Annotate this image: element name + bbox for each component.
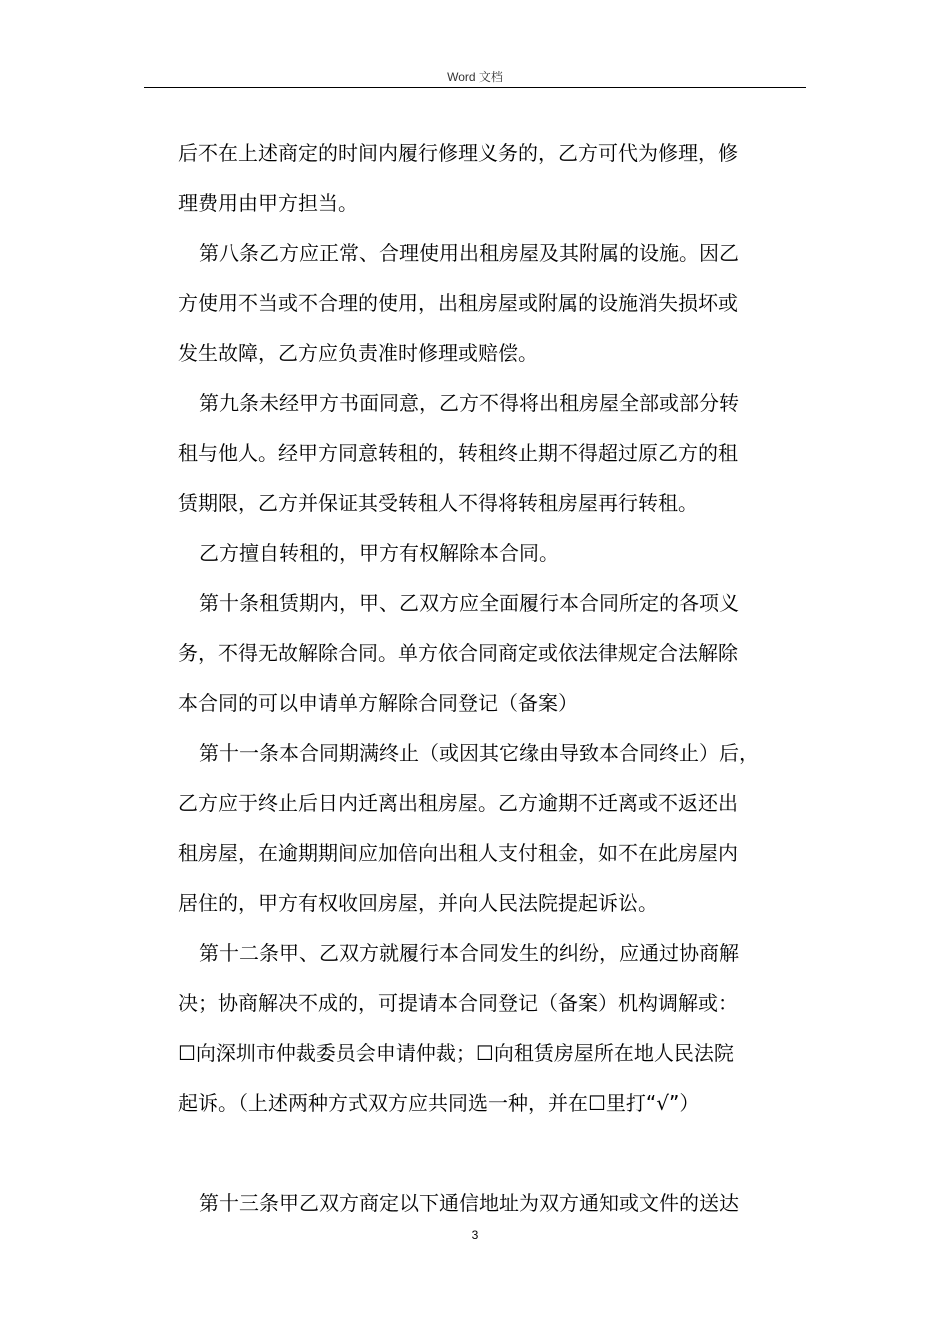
text-line: 方使用不当或不合理的使用，出租房屋或附属的设施消失损坏或 bbox=[178, 291, 738, 315]
text-line: 乙方应于终止后日内迁离出租房屋。乙方逾期不迁离或不返还出 bbox=[178, 791, 738, 815]
paragraph-gap bbox=[178, 1128, 808, 1178]
text-line: 本合同的可以申请单方解除合同登记（备案） bbox=[178, 691, 578, 715]
header-divider bbox=[144, 87, 806, 88]
article-10-line: 第十条租赁期内，甲、乙双方应全面履行本合同所定的各项义 bbox=[199, 591, 739, 615]
text-line: 起诉。（上述两种方式双方应共同选一种，并在☐里打“√”） bbox=[178, 1091, 700, 1115]
text-line: 发生故障，乙方应负责准时修理或赔偿。 bbox=[178, 341, 538, 365]
article-8-line: 第八条乙方应正常、合理使用出租房屋及其附属的设施。因乙 bbox=[199, 241, 739, 265]
text-line: 务，不得无故解除合同。单方依合同商定或依法律规定合法解除 bbox=[178, 641, 738, 665]
article-12-line: 第十二条甲、乙双方就履行本合同发生的纠纷，应通过协商解 bbox=[199, 941, 739, 965]
article-11-line: 第十一条本合同期满终止（或因其它缘由导致本合同终止）后， bbox=[199, 741, 759, 765]
article-13-line: 第十三条甲乙双方商定以下通信地址为双方通知或文件的送达 bbox=[199, 1191, 739, 1215]
text-line: 理费用由甲方担当。 bbox=[178, 191, 358, 215]
text-line: 居住的，甲方有权收回房屋，并向人民法院提起诉讼。 bbox=[178, 891, 658, 915]
text-line: 赁期限，乙方并保证其受转租人不得将转租房屋再行转租。 bbox=[178, 491, 698, 515]
document-body bbox=[178, 128, 808, 1228]
text-line: 租与他人。经甲方同意转租的，转租终止期不得超过原乙方的租 bbox=[178, 441, 738, 465]
text-line: 后不在上述商定的时间内履行修理义务的，乙方可代为修理，修 bbox=[178, 141, 738, 165]
text-line: 决；协商解决不成的，可提请本合同登记（备案）机构调解或： bbox=[178, 991, 738, 1015]
sublease-clause-line: 乙方擅自转租的，甲方有权解除本合同。 bbox=[199, 541, 559, 565]
text-line: 租房屋，在逾期期间应加倍向出租人支付租金，如不在此房屋内 bbox=[178, 841, 738, 865]
checkbox-options-line: ☐向深圳市仲裁委员会申请仲裁；☐向租赁房屋所在地人民法院 bbox=[178, 1041, 734, 1065]
article-9-line: 第九条未经甲方书面同意，乙方不得将出租房屋全部或部分转 bbox=[199, 391, 739, 415]
page-header: Word 文档 bbox=[447, 70, 503, 84]
page-number: 3 bbox=[471, 1228, 479, 1242]
